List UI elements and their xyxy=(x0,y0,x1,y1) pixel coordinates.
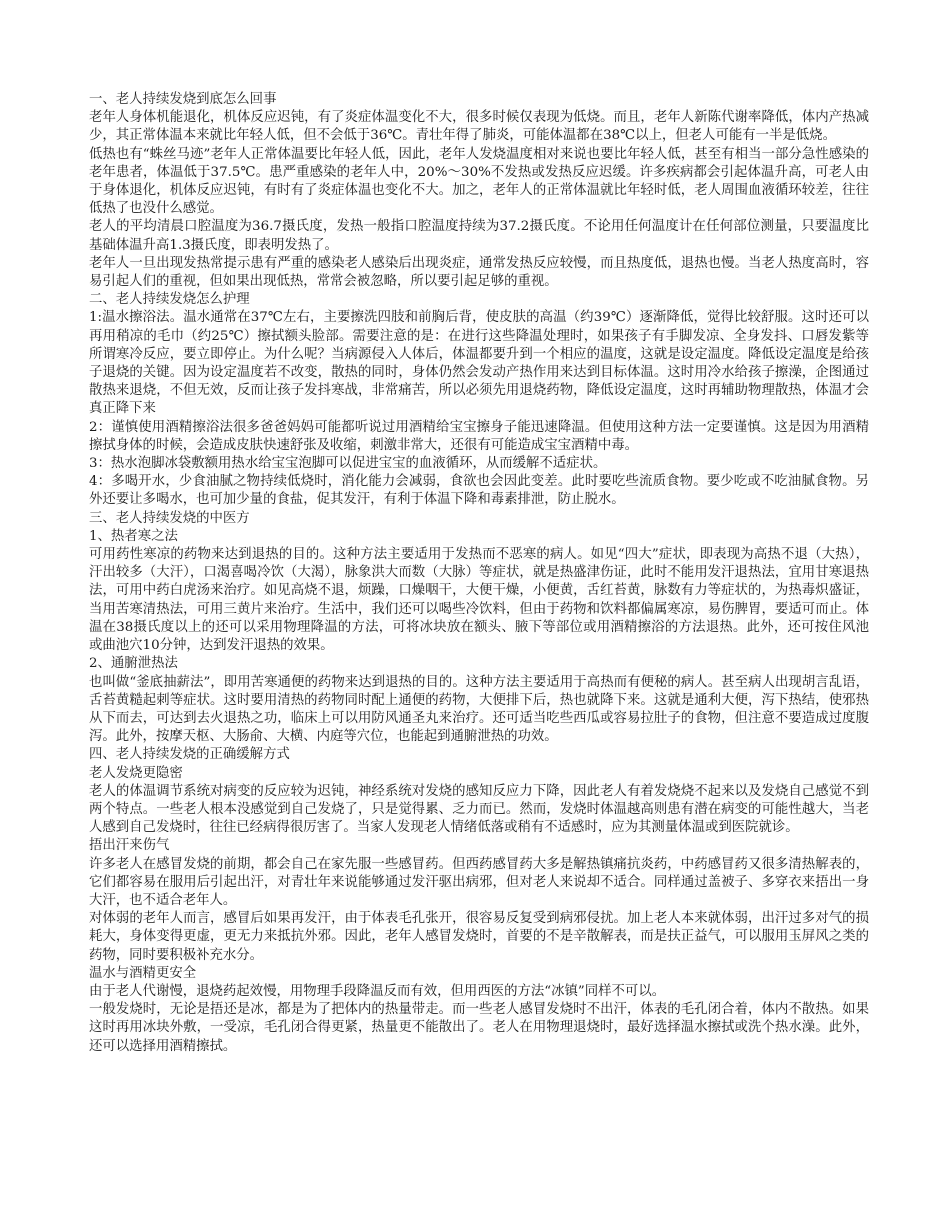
section-heading: 一、老人持续发烧到底怎么回事 xyxy=(89,92,277,107)
paragraph: 3：热水泡脚冰袋敷额用热水给宝宝泡脚可以促进宝宝的血液循环，从而缓解不适症状。 xyxy=(89,456,607,472)
subsection-heading: 老人发烧更隐密 xyxy=(89,765,183,781)
paragraph: 老人的平均清晨口腔温度为36.7摄氏度，发热一般指口腔温度持续为37.2摄氏度。不论用任何温度计在任何部位测量，只要温度比基础体温升高1.3摄氏度，即表明发热了。 xyxy=(89,219,869,253)
subsection-heading: 温水与酒精更安全 xyxy=(89,965,197,981)
paragraph: 4：多喝开水，少食油腻之物持续低烧时，消化能力会减弱，食欲也会因此变差。此时要吃些流质食物。要少吃或不吃油腻食物。另外还要让多喝水，也可加少量的食盐，促其发汗，有利于体温下降和毒素排泄，防止脱水。 xyxy=(89,474,869,508)
section-heading: 三、老人持续发烧的中医方 xyxy=(89,510,250,526)
paragraph: 许多老人在感冒发烧的前期，都会自己在家先服一些感冒药。但西药感冒药大多是解热镇痛抗炎药，中药感冒药又很多清热解表的，它们都容易在服用后引起出汗，对青壮年来说能够通过发汗驱出病邪，但对老人来说却不适合。同样通过盖被子、多穿衣来捂出一身大汗，也不适合老年人。 xyxy=(89,856,869,908)
paragraph: 老年人一旦出现发热常提示患有严重的感染老人感染后出现炎症，通常发热反应较慢，而且热度低，退热也慢。当老人热度高时，容易引起人们的重视，但如果出现低热，常常会被忽略，所以要引起足够的重视。 xyxy=(89,255,869,290)
paragraph: 2：谨慎使用酒精擦浴法很多爸爸妈妈可能都听说过用酒精给宝宝擦身子能迅速降温。但使用这种方法一定要谨慎。这是因为用酒精擦拭身体的时候，会造成皮肤快速舒张及收缩，刺激非常大，还很有可能造成宝宝酒精中毒。 xyxy=(89,419,869,453)
subsection-heading: 2、通腑泄热法 xyxy=(89,656,178,672)
paragraph: 也叫做“釜底抽薪法”，即用苦寒通便的药物来达到退热的目的。这种方法主要适用于高热而有便秘的病人。甚至病人出现胡言乱语，舌苔黄糙起刺等症状。这时要用清热的药物同时配上通便的药物，大便排下后，热也就降下来。这就是通利大便，泻下热结，使邪热从下而去，可达到去火退热之功，临床上可以用防风通圣丸来治疗。还可适当吃些西瓜或容易拉肚子的食物，但注意不要造成过度腹泻。此外，按摩天枢、大肠俞、大横、内庭等穴位，也能起到通腑泄热的功效。 xyxy=(89,674,869,745)
paragraph: 可用药性寒凉的药物来达到退热的目的。这种方法主要适用于发热而不恶寒的病人。如见“四大”症状，即表现为高热不退（大热），汗出较多（大汗），口渴喜喝冷饮（大渴），脉象洪大而数（大脉）等症状，就是热盛津伤证，此时不能用发汗退热法，宜用甘寒退热法，可用中药白虎汤来治疗。如见高烧不退，烦躁，口燥咽干，大便干燥，小便黄，舌红苔黄，脉数有力等症状的，为热毒炽盛证，当用苦寒清热法，可用三黄片来治疗。生活中，我们还可以喝些冷饮料，但由于药物和饮料都偏属寒凉，易伤脾胃，要适可而止。体温在38摄氏度以上的还可以采用物理降温的方法，可将冰块放在额头、腋下等部位或用酒精擦浴的方法退热。此外，还可按住风池或曲池穴10分钟，达到发汗退热的效果。 xyxy=(89,547,869,654)
paragraph: 老人的体温调节系统对病变的反应较为迟钝，神经系统对发烧的感知反应力下降，因此老人有着发烧烧不起来以及发烧自己感觉不到两个特点。一些老人根本没感觉到自己发烧了，只是觉得累、乏力而已。然而，发烧时体温越高则患有潜在病变的可能性越大，当老人感到自己发烧时，往往已经病得很厉害了。当家人发现老人情绪低落或稍有不适感时，应为其测量体温或到医院就诊。 xyxy=(89,783,869,836)
paragraph: 低热也有“蛛丝马迹”老年人正常体温要比年轻人低，因此，老年人发烧温度相对来说也要比年轻人低，甚至有相当一部分急性感染的老年患者，体温低于37.5℃。患严重感染的老年人中，20%～30%不发热或发热反应迟缓。许多疾病都会引起体温升高，可老人由于身体退化，机体反应迟钝，有时有了炎症体温也变化不大。加之，老年人的正常体温就比年轻时低，老人周围血液循环较差，往往低热了也没什么感觉。 xyxy=(89,146,869,217)
subsection-heading: 1、热者寒之法 xyxy=(89,528,178,544)
paragraph: 一般发烧时，无论是捂还是冰，都是为了把体内的热量带走。而一些老人感冒发烧时不出汗，体表的毛孔闭合着，体内不散热。如果这时再用冰块外敷，一受凉，毛孔闭合得更紧，热量更不能散出了。老人在用物理退烧时，最好选择温水擦拭或洗个热水澡。此外，还可以选择用酒精擦拭。 xyxy=(89,1002,869,1054)
document-body xyxy=(89,91,869,1056)
paragraph: 由于老人代谢慢，退烧药起效慢，用物理手段降温反而有效，但用西医的方法“冰镇”同样不可以。 xyxy=(89,983,666,999)
section-heading: 四、老人持续发烧的正确缓解方式 xyxy=(89,747,290,763)
section-heading: 二、老人持续发烧怎么护理 xyxy=(89,292,250,308)
paragraph: 老年人身体机能退化，机体反应迟钝，有了炎症体温变化不大，很多时候仅表现为低烧。而且，老年人新陈代谢率降低，体内产热减少，其正常体温本来就比年轻人低，但不会低于36℃。青壮年得了肺炎，可能体温都在38℃以上，但老人可能有一半是低烧。 xyxy=(89,110,869,144)
subsection-heading: 捂出汗来伤气 xyxy=(89,838,170,854)
paragraph: 对体弱的老年人而言，感冒后如果再发汗，由于体表毛孔张开，很容易反复受到病邪侵扰。加上老人本来就体弱，出汗过多对气的损耗大，身体变得更虚，更无力来抵抗外邪。因此，老年人感冒发烧时，首要的不是辛散解表，而是扶正益气，可以服用玉屏风之类的药物，同时要积极补充水分。 xyxy=(89,911,869,963)
paragraph: 1:温水擦浴法。温水通常在37℃左右，主要擦洗四肢和前胸后背，使皮肤的高温（约39℃）逐渐降低，觉得比较舒服。这时还可以再用稍凉的毛巾（约25℃）擦拭额头脸部。需要注意的是：在进行这些降温处理时，如果孩子有手脚发凉、全身发抖、口唇发紫等所谓寒冷反应，要立即停止。为什么呢？当病源侵入人体后，体温都要升到一个相应的温度，这就是设定温度。降低设定温度是给孩子退烧的关键。因为设定温度若不改变，散热的同时，身体仍然会发动产热作用来达到目标体温。这时用冷水给孩子擦澡，企图通过散热来退烧，不但无效，反而让孩子发抖寒战，非常痛苦，所以必须先用退烧药物，降低设定温度，这时再辅助物理散热，体温才会真正降下来 xyxy=(89,310,869,417)
